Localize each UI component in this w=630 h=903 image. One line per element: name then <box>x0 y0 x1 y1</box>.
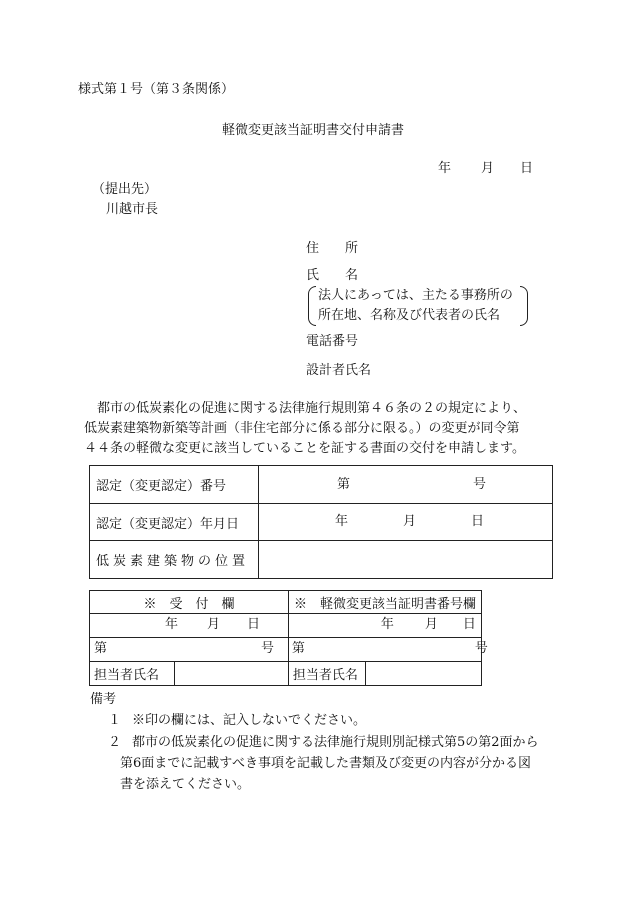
cert-date-cell[interactable] <box>259 504 553 541</box>
note1-text: ※印の欄には、記入しないでください。 <box>132 713 367 728</box>
cert-issue-number-suffix: 号 <box>474 641 488 656</box>
reception-date-cell[interactable] <box>90 614 289 638</box>
cert-number-suffix: 号 <box>473 477 487 492</box>
date-year: 年 <box>438 161 452 176</box>
reception-number-prefix: 第 <box>94 641 108 656</box>
reception-month: 月 <box>207 617 221 632</box>
cert-issue-year: 年 <box>380 617 394 632</box>
designer-label: 設計者氏名 <box>306 363 372 378</box>
reception-number-cell[interactable] <box>90 638 289 662</box>
body-line3: ４４条の軽微な変更に該当していることを証する書面の交付を申請します。 <box>84 441 525 456</box>
reception-day: 日 <box>247 617 261 632</box>
cert-date-day: 日 <box>471 514 485 529</box>
cert-issue-month: 月 <box>424 617 438 632</box>
building-location-label: 低炭素建築物の位置 <box>90 541 259 579</box>
certification-table <box>89 465 553 579</box>
cert-issue-date-cell[interactable] <box>288 614 481 638</box>
date-month: 月 <box>481 161 495 176</box>
note2-line2: 第6面までに記載すべき事項を記載した書類及び変更の内容が分かる図 <box>120 756 532 771</box>
note2-line1: 都市の低炭素化の促進に関する法律施行規則別記様式第5の第2面から <box>132 735 539 750</box>
form-number: 様式第１号（第３条関係） <box>78 82 235 97</box>
body-line1: 都市の低炭素化の促進に関する法律施行規則第４６条の２の規定により、 <box>84 401 527 416</box>
submit-to: 川越市長 <box>106 202 159 217</box>
bracket-right <box>520 286 528 326</box>
reception-staff-label: 担当者氏名 <box>90 662 175 686</box>
note1-number: １ <box>108 713 122 728</box>
cert-issue-day: 日 <box>462 617 476 632</box>
phone-label: 電話番号 <box>306 334 359 349</box>
cert-number-cell[interactable] <box>259 466 553 504</box>
page-title: 軽微変更該当証明書交付申請書 <box>222 123 405 138</box>
cert-issue-number-prefix: 第 <box>291 641 305 656</box>
name-label: 氏 名 <box>306 268 359 283</box>
cert-staff-cell[interactable] <box>365 662 481 686</box>
cert-number-header: ※ 軽微変更該当証明書番号欄 <box>288 591 481 614</box>
corp-note-line2: 所在地、名称及び代表者の氏名 <box>318 308 501 323</box>
date-day: 日 <box>520 161 534 176</box>
corp-note-line1: 法人にあっては、主たる事務所の <box>318 288 513 303</box>
notes-heading: 備考 <box>90 692 117 707</box>
body-line2: 低炭素建築物新築等計画（非住宅部分に係る部分に限る。）の変更が同令第 <box>84 421 520 436</box>
reception-year: 年 <box>165 617 179 632</box>
submit-to-label: （提出先） <box>92 182 158 197</box>
bracket-left <box>308 286 316 326</box>
address-label: 住 所 <box>306 241 359 256</box>
cert-staff-label: 担当者氏名 <box>288 662 365 686</box>
reception-number-suffix: 号 <box>261 641 275 656</box>
reception-staff-cell[interactable] <box>175 662 289 686</box>
office-use-table <box>89 590 488 686</box>
note2-number: ２ <box>108 735 122 750</box>
cert-number-prefix: 第 <box>337 477 351 492</box>
cert-date-year: 年 <box>335 514 349 529</box>
cert-date-label: 認定（変更認定）年月日 <box>90 504 259 541</box>
note2-line3: 書を添えてください。 <box>120 777 251 792</box>
reception-header: ※ 受 付 欄 <box>90 591 289 614</box>
building-location-cell[interactable] <box>259 541 553 579</box>
cert-date-month: 月 <box>403 514 417 529</box>
cert-issue-number-cell[interactable] <box>288 638 488 662</box>
cert-number-label: 認定（変更認定）番号 <box>90 466 259 504</box>
